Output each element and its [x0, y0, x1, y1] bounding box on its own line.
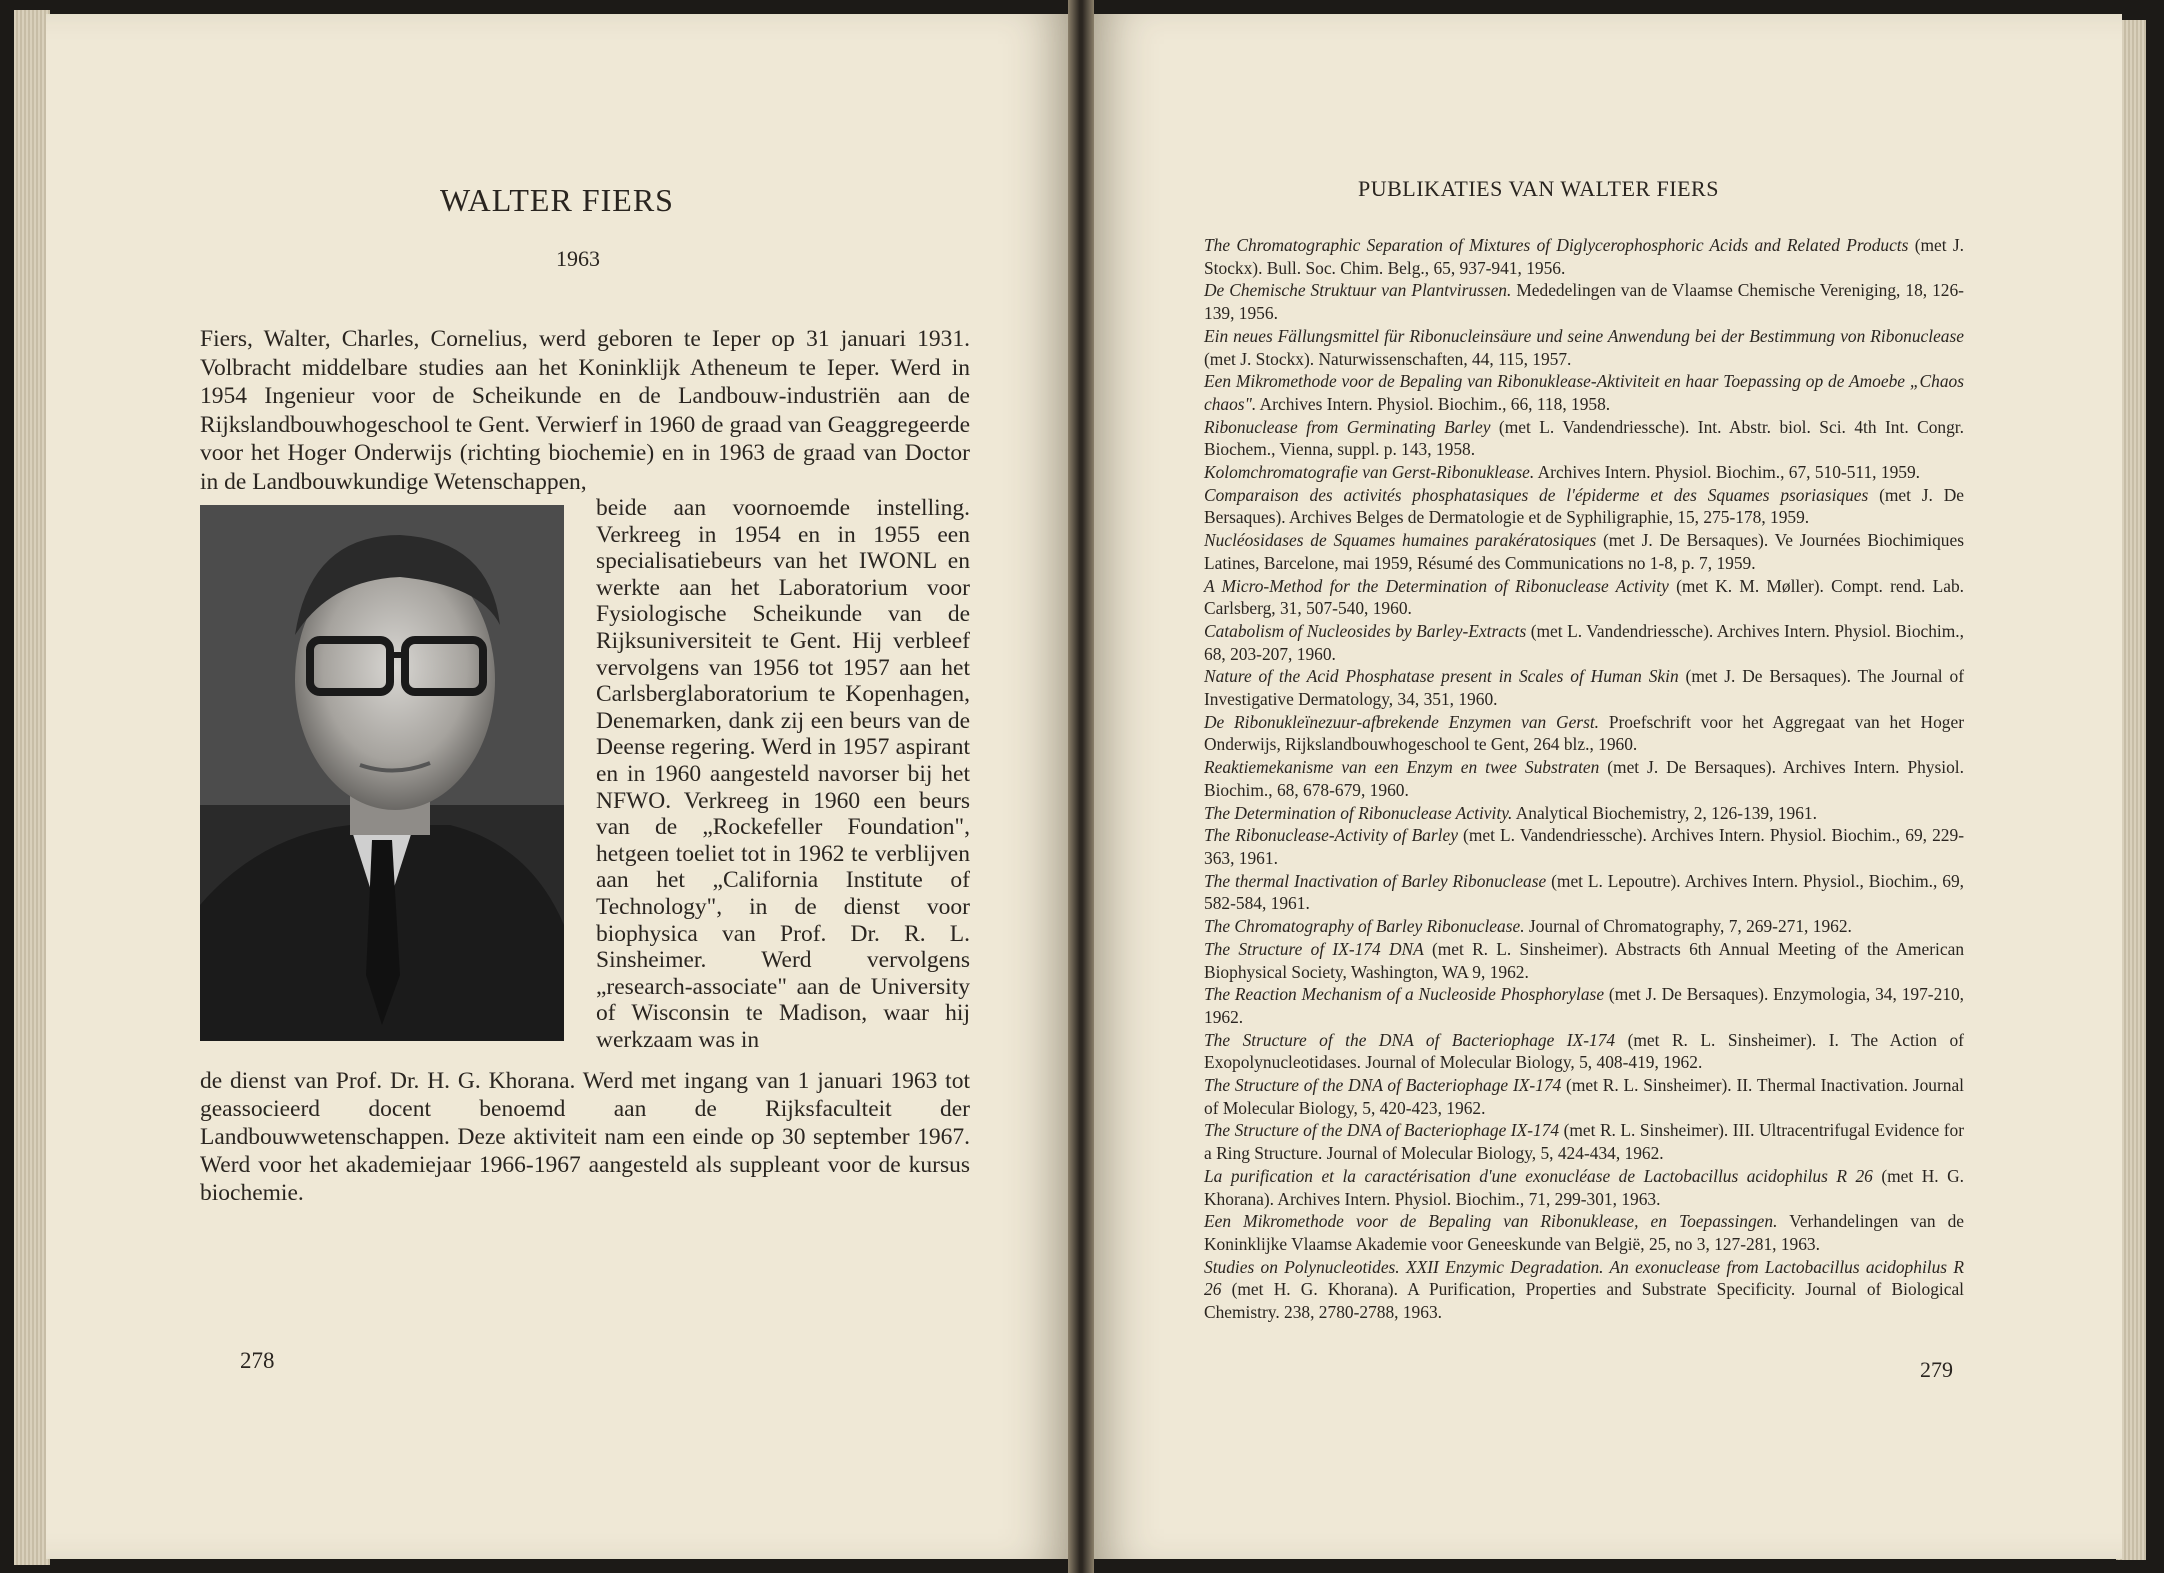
page-number-left: 278 — [240, 1348, 275, 1373]
left-page-edges — [14, 10, 50, 1565]
publication-title: La purification et la caractérisation d'une exonucléase de Lactobacillus acidophilus R 26 — [1204, 1165, 1873, 1186]
publication-details: (met J. Stockx). Bull. Soc. Chim. Belg., 65, 937-941, 1956. — [1204, 235, 1964, 278]
publication-entry — [1204, 1210, 1964, 1255]
publication-details: (met J. De Bersaques). Archives Belges de Dermatologie et de Syphiligraphie, 15, 275-178, 1959. — [1204, 484, 1964, 528]
publication-details: Archives Intern. Physiol. Biochim., 66, 118, 1958. — [1256, 393, 1611, 414]
publication-title: Kolomchromatografie van Gerst-Ribonuklease. — [1204, 462, 1535, 483]
publication-entry — [1204, 279, 1964, 324]
publication-title: Nature of the Acid Phosphatase present in Scales of Human Skin — [1204, 666, 1679, 687]
publication-title: The Determination of Ribonuclease Activity. — [1204, 802, 1513, 823]
publication-entry — [1204, 1256, 1964, 1324]
publication-details: Proefschrift voor het Aggregaat van het Hoger Onderwijs, Rijkslandbouwhogeschool te Gent, 264 blz., 1960. — [1204, 711, 1965, 755]
publication-entry — [1204, 824, 1964, 869]
publication-title: Ribonuclease from Germinating Barley — [1204, 416, 1491, 437]
publication-details: (met R. L. Sinsheimer). Abstracts 6th Annual Meeting of the American Biophysical Society, Washington, WA 9, 1962. — [1204, 938, 1965, 982]
publication-entry — [1204, 461, 1964, 484]
publication-entry — [1204, 620, 1964, 665]
biography-intro: Fiers, Walter, Charles, Cornelius, werd geboren te Ieper op 31 januari 1931. Volbracht middelbare studies aan het Koninklijk Atheneum te Ieper. Werd in 1954 Ingenieur voor de Scheikunde en de Landbouw-industriën aan de Rijkslandbouwhogeschool te Gent. Verwierf in 1960 de graad van Geaggregeerde voor het Hoger Onderwijs (richting biochemie) en in 1963 de graad van Doctor in de Landbouwkundige Wetenschappen, — [200, 326, 970, 495]
publication-entry — [1204, 575, 1964, 620]
publication-details: Verhandelingen van de Koninklijke Vlaamse Akademie voor Geneeskunde van België, 25, no 3, 127-281, 1963. — [1204, 1211, 1964, 1254]
publication-details: (met L. Vandendriessche). Archives Intern. Physiol. Biochim., 69, 229-363, 1961. — [1204, 825, 1964, 868]
publication-entry — [1204, 529, 1964, 574]
publication-title: Een Mikromethode voor de Bepaling van Ribonuklease-Aktiviteit en haar Toepassing op de Amoebe „Chaos chaos". — [1204, 371, 1964, 414]
publication-details: (met J. Stockx). Naturwissenschaften, 44, 115, 1957. — [1204, 348, 1572, 369]
publication-title: De Chemische Struktuur van Plantvirussen. — [1204, 280, 1512, 301]
publication-details: Mededelingen van de Vlaamse Chemische Vereniging, 18, 126-139, 1956. — [1204, 280, 1964, 324]
publication-entry — [1204, 234, 1964, 279]
publication-title: Catabolism of Nucleosides by Barley-Extracts — [1204, 620, 1527, 641]
publication-title: The Structure of the DNA of Bacteriophage IX-174 — [1204, 1075, 1562, 1096]
publication-details: Journal of Chromatography, 7, 269-271, 1962. — [1524, 916, 1852, 937]
publication-title: The Ribonuclease-Activity of Barley — [1204, 825, 1458, 846]
publication-details: (met R. L. Sinsheimer). II. Thermal Inactivation. Journal of Molecular Biology, 5, 420-423, 1962. — [1204, 1075, 1964, 1118]
biography-beside-photo: beide aan voornoemde instelling. Verkreeg in 1954 en in 1955 een specialisatiebeurs van het IWONL en werkte aan het Laboratorium voor Fysiologische Scheikunde van de Rijksuniversiteit te Gent. Hij verbleef vervolgens van 1956 tot 1957 aan het Carlsberglaboratorium te Kopenhagen, Denemarken, dank zij een beurs van de Deense regering. Werd in 1957 aspirant en in 1960 aangesteld navorser bij het NFWO. Verkreeg in 1960 een beurs van de „Rockefeller Foundation", hetgeen toeliet tot in 1962 te verblijven aan het „California Institute of Technology", in de dienst voor biophysica van Prof. Dr. R. L. Sinsheimer. Werd vervolgens „research-associate" aan de University of Wisconsin te Madison, waar hij werkzaam was in — [596, 495, 970, 1053]
publication-details: (met R. L. Sinsheimer). III. Ultracentrifugal Evidence for a Ring Structure. Journal of Molecular Biology, 5, 424-434, 1962. — [1204, 1120, 1964, 1164]
page-title: WALTER FIERS — [440, 182, 674, 218]
publication-entry — [1204, 1074, 1964, 1119]
book-gutter — [1068, 0, 1094, 1573]
publication-entry — [1204, 325, 1964, 370]
publication-entry — [1204, 416, 1964, 461]
publication-title: Reaktiemekanisme van een Enzym en twee Substraten — [1204, 757, 1600, 778]
portrait-photo — [200, 505, 564, 1041]
publication-entry — [1204, 370, 1964, 415]
publication-details: (met L. Vandendriessche). Archives Intern. Physiol. Biochim., 68, 203-207, 1960. — [1204, 620, 1964, 664]
publication-details: (met H. G. Khorana). A Purification, Properties and Substrate Specificity. Journal of Biological Chemistry. 238, 2780-2788, 1963. — [1204, 1279, 1964, 1323]
publication-entry — [1204, 1165, 1964, 1210]
portrait-illustration — [200, 505, 564, 1041]
publication-title: The Chromatographic Separation of Mixtures of Diglycerophosphoric Acids and Related Products — [1204, 235, 1909, 255]
publication-entry — [1204, 938, 1964, 983]
biography-after-photo: de dienst van Prof. Dr. H. G. Khorana. Werd met ingang van 1 januari 1963 tot geassocieerd docent benoemd aan de Rijksfaculteit der Landbouwwetenschappen. Deze aktiviteit nam een einde op 30 september 1967. Werd voor het akademiejaar 1966-1967 aangesteld als suppleant voor de kursus biochemie. — [200, 1068, 970, 1206]
publication-details: Analytical Biochemistry, 2, 126-139, 1961. — [1512, 802, 1817, 823]
publication-title: The Reaction Mechanism of a Nucleoside Phosphorylase — [1204, 984, 1605, 1005]
publication-details: (met J. De Bersaques). Enzymologia, 34, 197-210, 1962. — [1204, 984, 1965, 1027]
publication-title: The Chromatography of Barley Ribonuclease. — [1204, 916, 1525, 937]
publication-title: Een Mikromethode voor de Bepaling van Ribonuklease, en Toepassingen. — [1204, 1211, 1778, 1232]
page-number-right: 279 — [1920, 1357, 1953, 1382]
publication-title: A Micro-Method for the Determination of Ribonuclease Activity — [1204, 575, 1669, 596]
publication-title: Comparaison des activités phosphatasiques de l'épiderme et des Squames psoriasiques — [1204, 484, 1869, 505]
publication-title: Nucléosidases de Squames humaines parakératosiques — [1204, 530, 1597, 551]
publication-list — [1204, 234, 1964, 1324]
publication-details: (met R. L. Sinsheimer). I. The Action of Exopolynucleotidases. Journal of Molecular Biology, 5, 408-419, 1962. — [1204, 1029, 1964, 1073]
publication-entry — [1204, 1119, 1964, 1164]
publication-entry — [1204, 802, 1964, 825]
publication-title: The thermal Inactivation of Barley Ribonuclease — [1204, 870, 1547, 891]
publication-entry — [1204, 484, 1964, 529]
year-heading: 1963 — [556, 246, 600, 271]
publication-title: The Structure of IX-174 DNA — [1204, 938, 1424, 959]
publication-title: The Structure of the DNA of Bacteriophage IX-174 — [1204, 1029, 1616, 1050]
publication-details: (met J. De Bersaques). The Journal of Investigative Dermatology, 34, 351, 1960. — [1204, 666, 1964, 710]
publication-title: The Structure of the DNA of Bacteriophage IX-174 — [1204, 1120, 1560, 1141]
publication-entry — [1204, 870, 1964, 915]
publication-details: (met K. M. Møller). Compt. rend. Lab. Carlsberg, 31, 507-540, 1960. — [1204, 575, 1964, 619]
publication-title: Studies on Polynucleotides. XXII Enzymic Degradation. An exonuclease from Lactobacillus acidophilus R 26 — [1204, 1256, 1964, 1300]
publication-details: (met L. Lepoutre). Archives Intern. Physiol., Biochim., 69, 582-584, 1961. — [1204, 870, 1964, 914]
publication-entry — [1204, 665, 1964, 710]
publication-entry — [1204, 983, 1964, 1028]
publication-entry — [1204, 711, 1964, 756]
publication-details: (met L. Vandendriessche). Int. Abstr. biol. Sci. 4th Int. Congr. Biochem., Vienna, suppl. p. 143, 1958. — [1204, 416, 1964, 460]
publication-title: Ein neues Fällungsmittel für Ribonucleinsäure und seine Anwendung bei der Bestimmung von Ribonuclease — [1204, 325, 1964, 346]
publication-details: (met J. De Bersaques). Archives Intern. Physiol. Biochim., 68, 678-679, 1960. — [1204, 757, 1964, 800]
publication-entry — [1204, 1029, 1964, 1074]
publication-details: (met H. G. Khorana). Archives Intern. Physiol. Biochim., 71, 299-301, 1963. — [1204, 1165, 1964, 1209]
publication-entry — [1204, 915, 1964, 938]
publication-title: De Ribonukleïnezuur-afbrekende Enzymen van Gerst. — [1204, 711, 1600, 732]
publication-details: Archives Intern. Physiol. Biochim., 67, 510-511, 1959. — [1534, 462, 1921, 483]
publication-entry — [1204, 756, 1964, 801]
publications-title: PUBLIKATIES VAN WALTER FIERS — [1358, 176, 1719, 201]
publication-details: (met J. De Bersaques). Ve Journées Biochimiques Latines, Barcelone, mai 1959, Résumé des Communications no 1-8, p. 7, 1959. — [1204, 530, 1964, 573]
